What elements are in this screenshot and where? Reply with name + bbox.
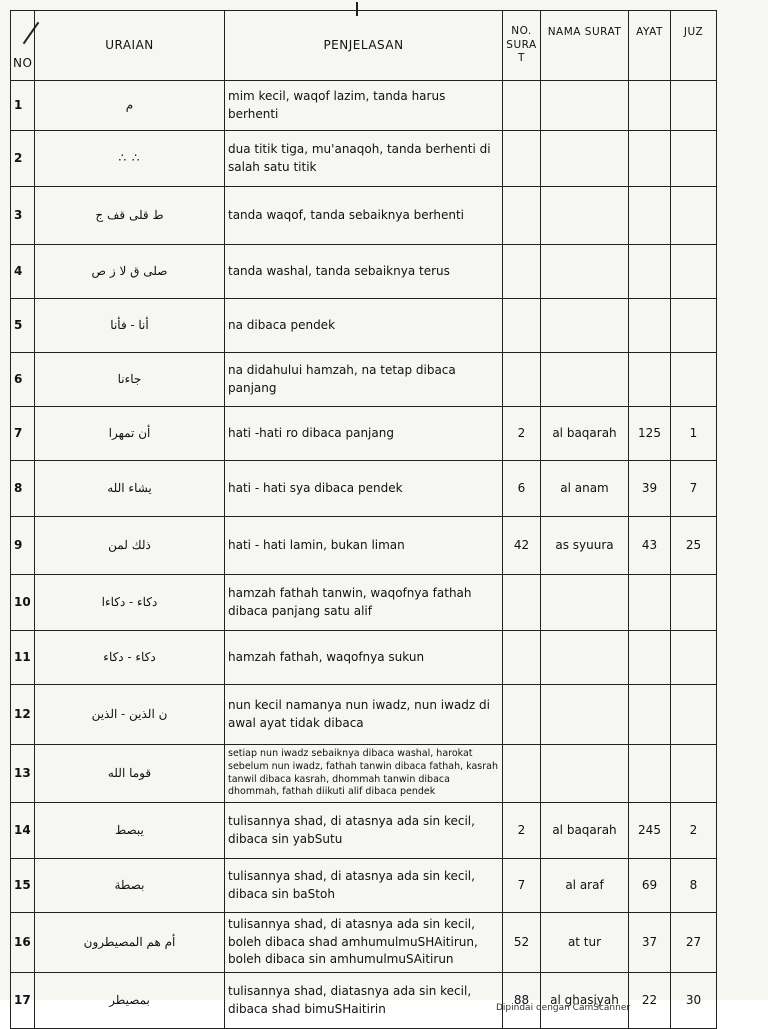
row-number: 15 bbox=[11, 859, 35, 913]
row-juz: 25 bbox=[671, 517, 717, 575]
row-uraian: ∴ ∴ bbox=[35, 131, 225, 187]
row-juz bbox=[671, 631, 717, 685]
row-penjelasan: hamzah fathah tanwin, waqofnya fathah dibaca panjang satu alif bbox=[225, 575, 503, 631]
row-nama-surat bbox=[541, 745, 629, 803]
row-no-surat bbox=[503, 81, 541, 131]
table-row bbox=[11, 859, 717, 913]
row-uraian: جاءنا bbox=[35, 353, 225, 407]
row-penjelasan: setiap nun iwadz sebaiknya dibaca washal, harokat sebelum nun iwadz, fathah tanwin dibaca fathah, kasrah tanwil dibaca kasrah, dhommah tanwin dibaca dhommah, fathah diikuti alif dibaca pendek bbox=[225, 745, 503, 803]
row-number: 8 bbox=[11, 461, 35, 517]
row-ayat bbox=[629, 131, 671, 187]
row-ayat: 22 bbox=[629, 973, 671, 1029]
row-uraian: بمصيطر bbox=[35, 973, 225, 1029]
row-number: 1 bbox=[11, 81, 35, 131]
row-ayat bbox=[629, 631, 671, 685]
table-row bbox=[11, 631, 717, 685]
row-number: 3 bbox=[11, 187, 35, 245]
row-nama-surat bbox=[541, 299, 629, 353]
row-juz: 2 bbox=[671, 803, 717, 859]
header-no: NO bbox=[11, 11, 35, 81]
row-uraian: بصطة bbox=[35, 859, 225, 913]
row-uraian: ذلك لمن bbox=[35, 517, 225, 575]
table-row bbox=[11, 745, 717, 803]
row-no-surat bbox=[503, 631, 541, 685]
table-row bbox=[11, 685, 717, 745]
row-no-surat bbox=[503, 745, 541, 803]
row-no-surat bbox=[503, 575, 541, 631]
table-row bbox=[11, 517, 717, 575]
row-penjelasan: tulisannya shad, di atasnya ada sin kecil, dibaca sin yabSutu bbox=[225, 803, 503, 859]
header-no-surat: NO. SURA T bbox=[503, 11, 541, 81]
row-no-surat: 2 bbox=[503, 407, 541, 461]
row-uraian: دكاء - دكاءا bbox=[35, 575, 225, 631]
row-number: 16 bbox=[11, 913, 35, 973]
row-nama-surat: al araf bbox=[541, 859, 629, 913]
row-juz: 8 bbox=[671, 859, 717, 913]
row-no-surat bbox=[503, 245, 541, 299]
row-number: 6 bbox=[11, 353, 35, 407]
header-nama-surat: NAMA SURAT bbox=[541, 11, 629, 81]
row-penjelasan: hati - hati sya dibaca pendek bbox=[225, 461, 503, 517]
table-header bbox=[11, 11, 717, 81]
row-juz bbox=[671, 299, 717, 353]
row-number: 13 bbox=[11, 745, 35, 803]
row-number: 4 bbox=[11, 245, 35, 299]
row-ayat bbox=[629, 745, 671, 803]
row-number: 9 bbox=[11, 517, 35, 575]
row-uraian: ن الذين - الذين bbox=[35, 685, 225, 745]
row-number: 12 bbox=[11, 685, 35, 745]
row-no-surat: 2 bbox=[503, 803, 541, 859]
row-number: 17 bbox=[11, 973, 35, 1029]
row-uraian: يشاء الله bbox=[35, 461, 225, 517]
row-ayat: 125 bbox=[629, 407, 671, 461]
table-row bbox=[11, 299, 717, 353]
row-no-surat: 6 bbox=[503, 461, 541, 517]
row-penjelasan: hamzah fathah, waqofnya sukun bbox=[225, 631, 503, 685]
row-number: 10 bbox=[11, 575, 35, 631]
row-no-surat: 7 bbox=[503, 859, 541, 913]
row-penjelasan: tulisannya shad, di atasnya ada sin kecil, boleh dibaca shad amhumulmuSHAitirun, boleh dibaca sin amhumulmuSAitirun bbox=[225, 913, 503, 973]
row-nama-surat bbox=[541, 353, 629, 407]
row-nama-surat: al baqarah bbox=[541, 803, 629, 859]
table-row bbox=[11, 353, 717, 407]
row-uraian: قوما الله bbox=[35, 745, 225, 803]
row-ayat bbox=[629, 81, 671, 131]
row-ayat bbox=[629, 245, 671, 299]
table-row bbox=[11, 407, 717, 461]
header-ayat: AYAT bbox=[629, 11, 671, 81]
row-ayat bbox=[629, 299, 671, 353]
row-penjelasan: hati -hati ro dibaca panjang bbox=[225, 407, 503, 461]
row-penjelasan: nun kecil namanya nun iwadz, nun iwadz di awal ayat tidak dibaca bbox=[225, 685, 503, 745]
table-row bbox=[11, 245, 717, 299]
table-row bbox=[11, 913, 717, 973]
row-ayat bbox=[629, 187, 671, 245]
row-ayat: 245 bbox=[629, 803, 671, 859]
row-nama-surat bbox=[541, 685, 629, 745]
row-number: 11 bbox=[11, 631, 35, 685]
row-nama-surat: al anam bbox=[541, 461, 629, 517]
row-juz bbox=[671, 131, 717, 187]
table-row bbox=[11, 131, 717, 187]
row-no-surat bbox=[503, 299, 541, 353]
row-ayat: 43 bbox=[629, 517, 671, 575]
row-juz bbox=[671, 81, 717, 131]
row-juz: 27 bbox=[671, 913, 717, 973]
row-number: 2 bbox=[11, 131, 35, 187]
row-ayat bbox=[629, 575, 671, 631]
header-juz: JUZ bbox=[671, 11, 717, 81]
table-row bbox=[11, 187, 717, 245]
row-juz: 7 bbox=[671, 461, 717, 517]
row-number: 7 bbox=[11, 407, 35, 461]
table-row bbox=[11, 461, 717, 517]
row-ayat bbox=[629, 685, 671, 745]
row-no-surat bbox=[503, 353, 541, 407]
row-nama-surat bbox=[541, 245, 629, 299]
table-row bbox=[11, 803, 717, 859]
row-juz: 1 bbox=[671, 407, 717, 461]
row-penjelasan: tanda waqof, tanda sebaiknya berhenti bbox=[225, 187, 503, 245]
row-uraian: م bbox=[35, 81, 225, 131]
row-juz bbox=[671, 353, 717, 407]
row-no-surat bbox=[503, 187, 541, 245]
row-uraian: أم هم المصيطرون bbox=[35, 913, 225, 973]
row-juz bbox=[671, 575, 717, 631]
row-uraian: يبصط bbox=[35, 803, 225, 859]
row-penjelasan: hati - hati lamin, bukan liman bbox=[225, 517, 503, 575]
table-row bbox=[11, 81, 717, 131]
row-uraian: صلى ق لا ز ص bbox=[35, 245, 225, 299]
row-penjelasan: na didahului hamzah, na tetap dibaca panjang bbox=[225, 353, 503, 407]
row-uraian: أنا - فأنا bbox=[35, 299, 225, 353]
row-nama-surat bbox=[541, 81, 629, 131]
row-uraian: دكاء - دكاء bbox=[35, 631, 225, 685]
scanner-watermark: Dipindai dengan CamScanner bbox=[496, 1003, 631, 1013]
row-ayat bbox=[629, 353, 671, 407]
row-no-surat: 52 bbox=[503, 913, 541, 973]
row-nama-surat bbox=[541, 187, 629, 245]
row-nama-surat bbox=[541, 131, 629, 187]
row-juz bbox=[671, 745, 717, 803]
row-nama-surat: as syuura bbox=[541, 517, 629, 575]
row-number: 5 bbox=[11, 299, 35, 353]
row-nama-surat: at tur bbox=[541, 913, 629, 973]
row-nama-surat: al ghasiyah bbox=[541, 973, 629, 1029]
row-number: 14 bbox=[11, 803, 35, 859]
table-row bbox=[11, 973, 717, 1029]
row-ayat: 39 bbox=[629, 461, 671, 517]
row-no-surat bbox=[503, 685, 541, 745]
header-uraian: URAIAN bbox=[35, 11, 225, 81]
row-penjelasan: tanda washal, tanda sebaiknya terus bbox=[225, 245, 503, 299]
header-penjelasan: PENJELASAN bbox=[225, 11, 503, 81]
row-no-surat: 42 bbox=[503, 517, 541, 575]
row-penjelasan: dua titik tiga, mu'anaqoh, tanda berhenti di salah satu titik bbox=[225, 131, 503, 187]
row-penjelasan: tulisannya shad, diatasnya ada sin kecil, dibaca shad bimuSHaitirin bbox=[225, 973, 503, 1029]
row-juz bbox=[671, 245, 717, 299]
row-nama-surat bbox=[541, 631, 629, 685]
row-uraian: ط قلى قف ج bbox=[35, 187, 225, 245]
row-penjelasan: na dibaca pendek bbox=[225, 299, 503, 353]
row-penjelasan: mim kecil, waqof lazim, tanda harus berhenti bbox=[225, 81, 503, 131]
row-nama-surat bbox=[541, 575, 629, 631]
row-ayat: 69 bbox=[629, 859, 671, 913]
waqaf-table bbox=[10, 10, 717, 1029]
row-juz bbox=[671, 187, 717, 245]
row-juz bbox=[671, 685, 717, 745]
row-uraian: أن تمهرا bbox=[35, 407, 225, 461]
row-ayat: 37 bbox=[629, 913, 671, 973]
row-penjelasan: tulisannya shad, di atasnya ada sin kecil, dibaca sin baStoh bbox=[225, 859, 503, 913]
row-no-surat bbox=[503, 131, 541, 187]
row-juz: 30 bbox=[671, 973, 717, 1029]
row-nama-surat: al baqarah bbox=[541, 407, 629, 461]
table-row bbox=[11, 575, 717, 631]
row-no-surat: 88 bbox=[503, 973, 541, 1029]
